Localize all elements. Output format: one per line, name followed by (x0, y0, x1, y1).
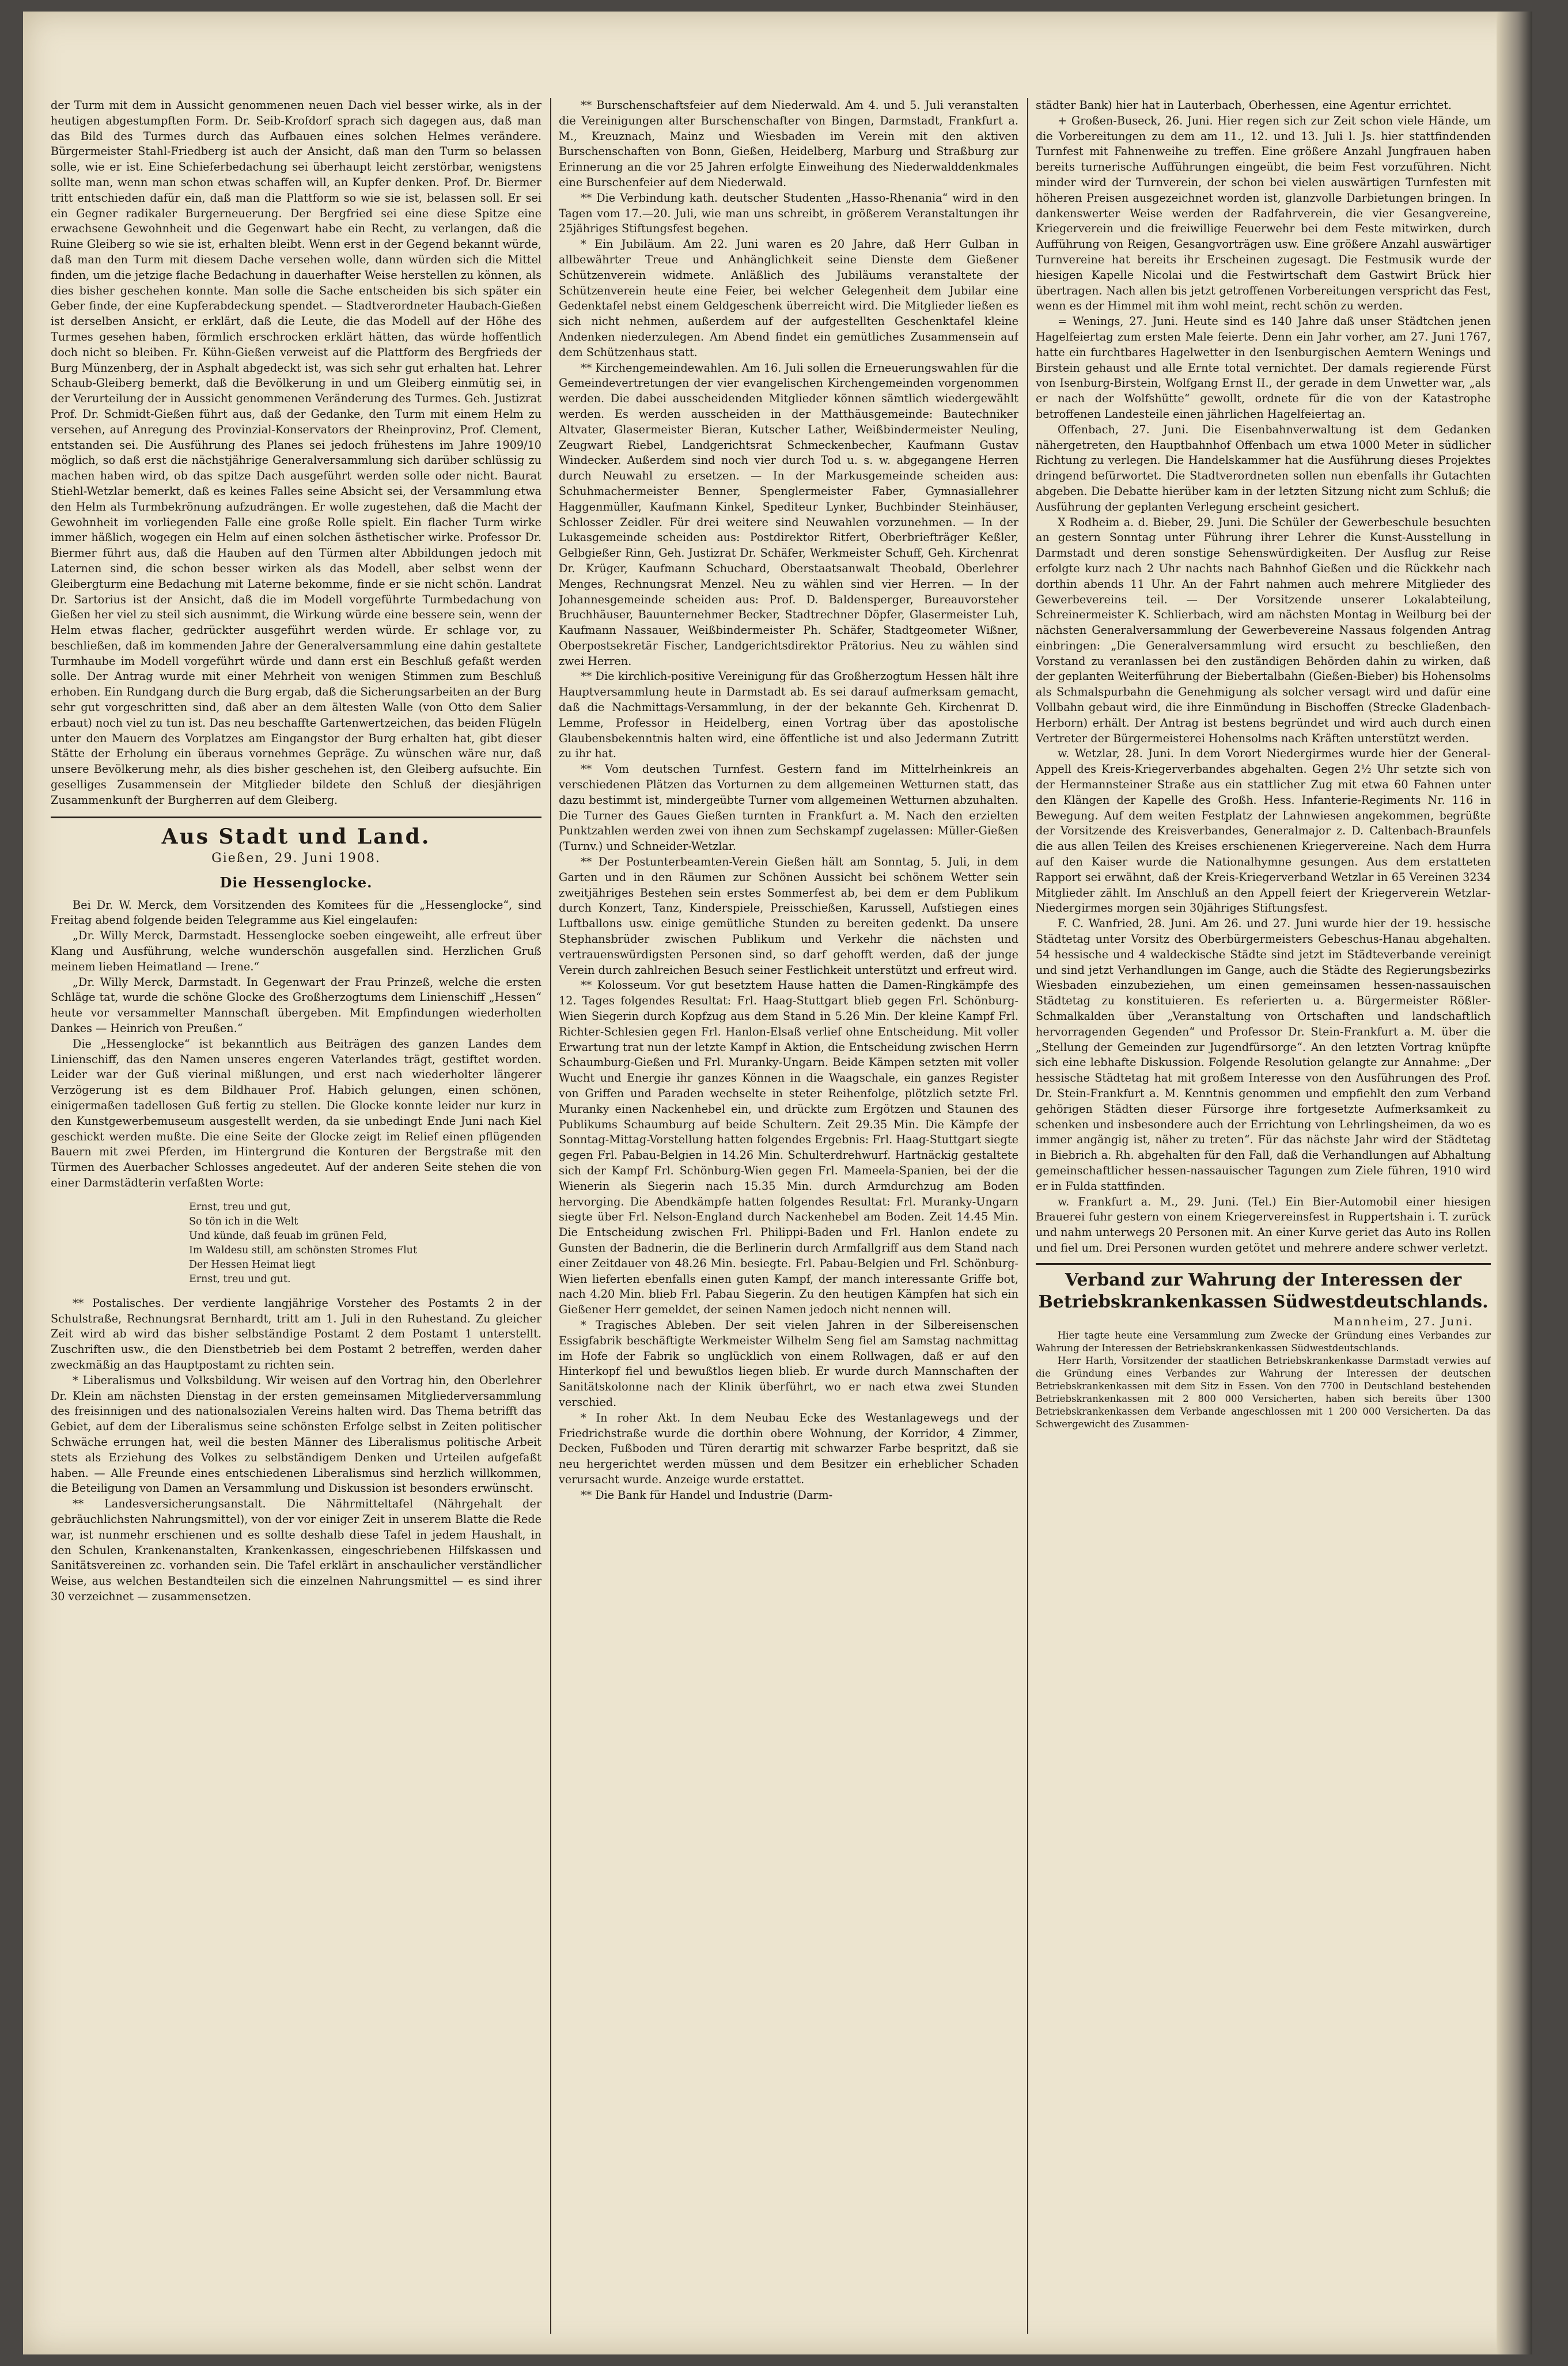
telegram: „Dr. Willy Merck, Darmstadt. Hessenglocke soeben eingeweiht, alle erfreut über Klang und Ausführung, welche wunderschön ausgefallen sind. Herzlichen Gruß meinem lieben Heimatland — Irene.“ (51, 929, 541, 973)
paragraph: ** Die kirchlich-positive Vereinigung für das Großherzogtum Hessen hält ihre Hauptversammlung heute in Darmstadt ab. Es sei darauf aufmerksam gemacht, daß die Nachmittags-Versammlung, in der der bekannte Geh. Kirchenrat D. Lemme, Professor in Heidelberg, einen Vortrag über das apostolische Glaubensbekenntnis halten wird, eine öffentliche ist und also Jedermann Zutritt zu ihr hat. (559, 670, 1018, 761)
section-title: Verband zur Wahrung der Interessen der Betriebskrankenkassen Südwestdeutschlands. (1036, 1263, 1491, 1313)
paragraph: X Rodheim a. d. Bieber, 29. Juni. Die Schüler der Gewerbeschule besuchten an gestern Sonntag unter Führung ihrer Lehrer die Kunst-Ausstellung in Darmstadt und deren sonstige Sehenswürdigkeiten. Der Ausflug zur Reise erfolgte kurz nach 2 Uhr nachts nach Bahnhof Gießen und die Rückkehr nach dorthin abends 11 Uhr. An der Fahrt nahmen auch mehrere Mitglieder des Gewerbevereins teil. — Der Vorsitzende unserer Lokalabteilung, Schreinermeister K. Schlierbach, wird am nächsten Montag in Weilburg bei der nächsten Generalversammlung der Gewerbevereine Nassaus folgenden Antrag einbringen: „Die Generalversammlung wird ersucht zu beschließen, den Vorstand zu veranlassen bei den zuständigen Behörden dahin zu wirken, daß der geplanten Weiterführung der Biebertalbahn (Gießen-Bieber) bis Hohensolms als Schmalspurbahn die Genehmigung als solcher versagt wird und dafür eine Vollbahn gebaut wird, die ihre Einmündung in Bischoffen (Strecke Gladenbach-Herborn) erhält. Der Antrag ist bestens begründet und wird auch durch einen Vertreter der Bürgermeisterei Hohensolms nach Kräften unterstützt werden. (1036, 515, 1491, 745)
poem-line: So tön ich in die Welt (189, 1215, 298, 1227)
paragraph: Bei Dr. W. Merck, dem Vorsitzenden des Komitees für die „Hessenglocke“, sind Freitag abend folgende beiden Telegramme aus Kiel eingelaufen: (51, 898, 541, 927)
paragraph: ** Kolosseum. Vor gut besetztem Hause hatten die Damen-Ringkämpfe des 12. Tages folgendes Resultat: Frl. Haag-Stuttgart blieb gegen Frl. Schönburg-Wien Siegerin durch Kopfzug aus dem Stand in 5.26 Min. Der kleine Kampf Frl. Richter-Schlesien gegen Frl. Hanlon-Elsaß verlief ohne Entscheidung. Mit voller Erwartung trat nun der letzte Kampf in Aktion, die Entscheidung zwischen Herrn Schaumburg-Gießen und Frl. Muranky-Ungarn. Beide Kämpen setzten mit voller Wucht und Energie ihr ganzes Können in die Waagschale, ein ganzes Register von Griffen und Paraden wechselte in steter Reihenfolge, plötzlich setzte Frl. Muranky einen Nackenhebel ein, und drückte zum Ergötzen und Staunen des Publikums Schaumburg auf beide Schultern. Zeit 29.35 Min. Die Kämpfe der Sonntag-Mittag-Vorstellung hatten folgendes Ergebnis: Frl. Haag-Stuttgart siegte gegen Frl. Pabau-Belgien in 14.26 Min. Schulterdrehwurf. Hartnäckig gestaltete sich der Kampf Frl. Schönburg-Wien gegen Frl. Mameela-Spanien, bei der die Wienerin als Siegerin nach 15.35 Min. durch Armdurchzug am Boden hervorging. Die Abendkämpfe hatten folgendes Resultat: Frl. Muranky-Ungarn siegte über Frl. Nelson-England durch Nackenhebel am Boden. Zeit 14.45 Min. Die Entscheidung zwischen Frl. Philippi-Baden und Frl. Hanlon endete zu Gunsten der Badnerin, die die Berlinerin durch Armfallgriff aus dem Stand nach einer Zeitdauer von 48.26 Min. besiegte. Frl. Pabau-Belgien und Frl. Schönburg-Wien lieferten ebenfalls einen guten Kampf, der manch interessante Griffe bot, nach 4.20 Min. blieb Frl. Pabau Siegerin. Zu den heutigen Kämpfen hat sich ein Gießener Herr gemeldet, der seinen Namen jedoch nicht nennen will. (559, 978, 1018, 1317)
news-items (1036, 98, 1491, 1256)
paragraph: * Ein Jubiläum. Am 22. Juni waren es 20 Jahre, daß Herr Gulban in allbewährter Treue und Anhänglichkeit seine Dienste dem Gießener Schützenverein widmete. Anläßlich des Jubiläums veranstaltete der Schützenverein heute eine Feier, bei welcher Gelegenheit dem Jubilar eine Gedenktafel nebst einem Geldgeschenk überreicht wird. Die Mitglieder ließen es sich nicht nehmen, außerdem auf der aufgestellten Geschenktafel kleine Andenken niederzulegen. Am Abend findet ein gemütliches Zusammensein auf dem Schützenhaus statt. (559, 237, 1018, 359)
paragraph: Die „Hessenglocke“ ist bekanntlich aus Beiträgen des ganzen Landes dem Linienschiff, das den Namen unseres engeren Vaterlandes trägt, gestiftet worden. Leider war der Guß vierinal mißlungen, und erst nach wiederholter längerer Verzögerung ist es dem Bildhauer Prof. Habich gelungen, einen schönen, einigermaßen tadellosen Guß fertig zu stellen. Die Glocke konnte leider nur kurz in den Kunstgewerbemuseum ausgestellt werden, da sie unbedingt Ende Juni nach Kiel geschickt werden mußte. Die eine Seite der Glocke zeigt im Relief einen pflügenden Bauern mit zwei Pferden, im Hintergrund die Konturen der Bergstraße mit den Türmen des Auerbacher Schlosses angedeutet. Auf der anderen Seite stehen die von einer Darmstädterin verfaßten Worte: (51, 1037, 541, 1189)
paragraph: = Wenings, 27. Juni. Heute sind es 140 Jahre daß unser Städtchen jenen Hagelfeiertag zum ersten Male feierte. Denn ein Jahr vorher, am 27. Juni 1767, hatte ein furchtbares Hagelwetter in den Isenburgischen Aemtern Wenings und Birstein gehaust und alle Ernte total vernichtet. Der damals regierende Fürst von Isenburg-Birstein, Wolfgang Ernst II., der gerade in dem Unwetter war, „als er nach der Wolfshütte“ gewollt, ordnete für die von der Katastrophe betroffenen Landesteile einen jährlichen Hagelfeiertag an. (1036, 315, 1491, 421)
paragraph: Offenbach, 27. Juni. Die Eisenbahnverwaltung ist dem Gedanken nähergetreten, den Hauptbahnhof Offenbach um etwa 1000 Meter in südlicher Richtung zu verlegen. Die Handelskammer hat die Ausführung dieses Projektes dringend befürwortet. Die Stadtverordneten sollen nun ebenfalls ihr Gutachten abgeben. Die Debatte hierüber kam in der letzten Sitzung nicht zum Schluß; die Ausführung der geplanten Verlegung erscheint gesichert. (1036, 422, 1491, 513)
poem-line: Und künde, daß feuab im grünen Feld, (189, 1230, 387, 1242)
poem-line: Im Waldesu still, am schönsten Stromes Flut (189, 1244, 417, 1256)
paragraph: ** Die Verbindung kath. deutscher Studenten „Hasso-Rhenania“ wird in den Tagen vom 17.—20. Juli, wie man uns schreibt, in größerem Veranstaltungen ihr 25jähriges Stiftungsfest begehen. (559, 191, 1018, 236)
poem-line: Der Hessen Heimat liegt (189, 1258, 316, 1271)
paragraph: * Liberalismus und Volksbildung. Wir weisen auf den Vortrag hin, den Oberlehrer Dr. Klein am nächsten Dienstag in der ersten gemeinsamen Mitgliederversammlung des freisinnigen und des nationalsozialen Vereins halten wird. Das Thema betrifft das Gebiet, auf dem der Liberalismus seine schönsten Erfolge selbst in Zeiten politischer Schwäche errungen hat, weil die besten Männer des Liberalismus politische Arbeit stets als Erziehung des Volkes zu selbständigem Denken und Urteilen aufgefaßt haben. — Alle Freunde eines entschiedenen Liberalismus sind herzlich willkommen, die Beteiligung von Damen an Versammlung und Diskussion ist besonders erwünscht. (51, 1373, 541, 1495)
paragraph: Herr Harth, Vorsitzender der staatlichen Betriebskrankenkasse Darmstadt verwies auf die Gründung eines Verbandes zur Wahrung der Interessen der deutschen Betriebskrankenkassen mit dem Sitz in Essen. Von den 7700 in Deutschland bestehenden Betriebskrankenkassen mit 2 800 000 Versicherten, haben sich bereits über 1300 Betriebskrankenkassen dem Verbande angeschlossen mit 1 200 000 Versicherten. Da das Schwergewicht des Zusammen- (1036, 1355, 1491, 1430)
paragraph: ** Der Postunterbeamten-Verein Gießen hält am Sonntag, 5. Juli, in dem Garten und in den Räumen zur Schönen Aussicht bei schönem Wetter sein zweitjähriges Bestehen sein erstes Sommerfest ab, bei dem er dem Publikum durch Konzert, Tanz, Kinderspiele, Preisschießen, Karussell, Aufstiegen eines Luftballons usw. einige gemütliche Stunden zu bereiten gedenkt. Da unsere Stephansbrüder zwischen Publikum und Verkehr die nächsten und vertrauenswürdigsten Personen sind, so darf gehofft werden, daß der junge Verein durch zahlreichen Besuch seiner Festlichkeit unterstützt und erfreut wird. (559, 855, 1018, 977)
paragraph: ** Landesversicherungsanstalt. Die Nährmitteltafel (Nährgehalt der gebräuchlichsten Nahrungsmittel), von der vor einiger Zeit in unserem Blatte die Rede war, ist nunmehr erschienen und es sollte deshalb diese Tafel in jedem Haushalt, in den Schulen, Krankenanstalten, Krankenkassen, eingeschriebenen Hilfskassen und Sanitätsvereinen zc. vorhanden sein. Die Tafel erklärt in anschaulicher verständlicher Weise, aus welchen Bestandteilen sich die einzelnen Nahrungsmittel — es sind ihrer 30 verzeichnet — zusammensetzen. (51, 1497, 541, 1603)
dateline: Mannheim, 27. Juni. (1333, 1314, 1474, 1328)
paragraph: ** Vom deutschen Turnfest. Gestern fand im Mittelrheinkreis an verschiedenen Plätzen das Vorturnen zu dem allgemeinen Wetturnen statt, das dazu bestimmt ist, mindergeübte Turner vom allgemeinen Wetturnen abzuhalten. Die Turner des Gaues Gießen turnten in Frankfurt a. M. Nach den erzielten Punktzahlen werden zwei von ihnen zum Sechskampf zugelassen: Müller-Gießen (Turnv.) und Schneider-Wetzlar. (559, 762, 1018, 853)
column-1 (51, 98, 541, 2334)
bell-inscription-poem (189, 1200, 541, 1287)
paragraph: ** Kirchengemeindewahlen. Am 16. Juli sollen die Erneuerungswahlen für die Gemeindevertretungen der vier evangelischen Kirchengemeinden vorgenommen werden. Die dabei ausscheidenden Mitglieder können sämtlich wiedergewählt werden. Es werden ausscheiden in der Matthäusgemeinde: Bautechniker Altvater, Glasermeister Bieran, Kutscher Lather, Weißbindermeister Neuling, Zeugwart Riebel, Landgerichtsrat Schmeckenbecher, Kaufmann Gustav Windecker. Außerdem sind noch vier durch Tod u. s. w. abgegangene Herren durch Neuwahl zu ersetzen. — In der Markusgemeinde scheiden aus: Schuhmachermeister Benner, Spenglermeister Faber, Gymnasiallehrer Haggenmüller, Kaufmann Kinkel, Spediteur Lynker, Buchbinder Steinhäuser, Schlosser Zeidler. Für drei weitere sind Neuwahlen vorzunehmen. — In der Lukasgemeinde scheiden aus: Postdirektor Ritfert, Oberbriefträger Keßler, Gelbgießer Rinn, Geh. Justizrat Dr. Schäfer, Werkmeister Schuff, Geh. Kirchenrat Dr. Krüger, Kaufmann Schuchard, Oberstaatsanwalt Theobald, Oberlehrer Menges, Rechnungsrat Menzel. Neu zu wählen sind vier Herren. — In der Johannesgemeinde scheiden aus: Prof. D. Baldensperger, Bureauvorsteher Bruchhäuser, Bauunternehmer Becker, Stadtrechner Döpfer, Glasermeister Luh, Kaufmann Nassauer, Weißbindermeister Ph. Schäfer, Stadtgeometer Wißner, Oberpostsekretär Fischer, Landgerichtsdirektor Prätorius. Neu zu wählen sind zwei Herren. (559, 361, 1018, 668)
paragraph: w. Frankfurt a. M., 29. Juni. (Tel.) Ein Bier-Automobil einer hiesigen Brauerei fuhr gestern von einem Kriegervereinsfest in Ruppertshain i. T. zurück und nahm unterwegs 20 Personen mit. An einer Kurve geriet das Auto ins Rollen und fiel um. Drei Personen wurden getötet und mehrere andere schwer verletzt. (1036, 1195, 1491, 1254)
news-items (51, 1296, 541, 1605)
article-hessenglocke (51, 898, 541, 1191)
news-items (559, 98, 1018, 1503)
column-rule (1027, 98, 1028, 2334)
telegram: „Dr. Willy Merck, Darmstadt. In Gegenwart der Frau Prinzeß, welche die ersten Schläge tat, wurde die schöne Glocke des Großherzogtums dem Linienschiff „Hessen“ heute vor versammelter Mannschaft übergeben. Mit Empfindungen wiederholten Dankes — Heinrich von Preußen.“ (51, 975, 541, 1035)
article-title: Die Hessenglocke. (219, 874, 373, 891)
paragraph: * In roher Akt. In dem Neubau Ecke des Westanlagewegs und der Friedrichstraße wurde die dorthin obere Wohnung, der Korridor, 4 Zimmer, Decken, Fußboden und Türen derartig mit schwarzer Farbe bespritzt, daß sie neu hergerichtet werden müssen und dem Besitzer ein erheblicher Schaden verursacht wurde. Anzeige wurde erstattet. (559, 1411, 1018, 1486)
section-divider (51, 817, 541, 818)
column-2 (559, 98, 1018, 2334)
paragraph: * Tragisches Ableben. Der seit vielen Jahren in der Silbereisenschen Essigfabrik beschäftigte Werkmeister Wilhelm Seng fiel am Samstag nachmittag im Hofe der Fabrik so unglücklich von einem Rollwagen, daß er auf den Hinterkopf fiel und bewußtlos liegen blieb. Er wurde durch Mannschaften der Sanitätskolonne nach der Klinik überführt, wo er nach etwa zwei Stunden verschied. (559, 1318, 1018, 1409)
poem-line: Ernst, treu und gut. (189, 1273, 291, 1285)
newspaper-page (23, 12, 1532, 2354)
paragraph: F. C. Wanfried, 28. Juni. Am 26. und 27. Juni wurde hier der 19. hessische Städtetag unter Vorsitz des Oberbürgermeisters Gebeschus-Hanau abgehalten. 54 hessische und 4 waldeckische Städte sind jetzt im Städteverbande vereinigt und sind jetzt Verhandlungen im Gange, auch die Städte des Regierungsbezirks Wiesbaden einzubeziehen, um einen gemeinsamen hessen-nassauischen Städtetag zu konstituieren. Es referierten u. a. Bürgermeister Rößler-Schmalkalden über „Veranstaltung von Ortschaften und landschaftlich hervorragenden Gegenden“ und Professor Dr. Stein-Frankfurt a. M. über die „Stellung der Gemeinden zur Jugendfürsorge“. An den letzten Vortrag knüpfte sich eine lebhafte Diskussion. Folgende Resolution gelangte zur Annahme: „Der hessische Städtetag hat mit großem Interesse von den Ausführungen des Prof. Dr. Stein-Frankfurt a. M. Kenntnis genommen und empfiehlt den zum Verband gehörigen Städten dieser Fürsorge ihre fortgesetzte Aufmerksamkeit zu schenken und insbesondere auch der Errichtung von Lehrlingsheimen, da wo es immer angängig ist, näher zu treten“. Für das nächste Jahr wird der Städtetag in Biebrich a. Rh. abgehalten für den Fall, daß die Verhandlungen auf Abhaltung gemeinschaftlicher hessen-nassauischer Tagungen zum Ziele führen, 1910 wird er in Fulda stattfinden. (1036, 917, 1491, 1193)
paragraph: Hier tagte heute eine Versammlung zum Zwecke der Gründung eines Verbandes zur Wahrung der Interessen der Betriebskrankenkassen Südwestdeutschlands. (1036, 1329, 1491, 1354)
article-verband (1036, 1329, 1491, 1431)
column-rule (550, 98, 551, 2334)
paragraph: w. Wetzlar, 28. Juni. In dem Vorort Niedergirmes wurde hier der General-Appell des Kreis-Kriegerverbandes abgehalten. Gegen 2½ Uhr setzte sich von der Hermannsteiner Straße aus ein stattlicher Zug mit etwa 60 Fahnen unter den Klängen der Kapelle des Großh. Hess. Infanterie-Regiments Nr. 116 in Bewegung. Auf dem weiten Festplatz der Lahnwiesen angekommen, begrüßte der Vorsitzende des Kreisverbandes, Generalmajor z. D. Caltenbach-Braunfels die aus allen Teilen des Kreises erschienenen Kriegervereine. Nach dem Hurra auf den Kaiser wurde die Nationalhymne gesungen. Aus dem erstatteten Rapport sei erwähnt, daß der Kreis-Kriegerverband Wetzlar in 65 Vereinen 3234 Mitglieder zählt. Im Anschluß an den Appell feiert der Kriegerverein Wetzlar-Niedergirmes morgen sein 30jähriges Stiftungsfest. (1036, 747, 1491, 915)
column-3 (1036, 98, 1491, 2334)
paragraph: ** Die Bank für Handel und Industrie (Darm- (581, 1488, 833, 1502)
paragraph: ** Postalisches. Der verdiente langjährige Vorsteher des Postamts 2 in der Schulstraße, Rechnungsrat Bernhardt, tritt am 1. Juli in den Ruhestand. Zu gleicher Zeit wird ab wird das bisher selbständige Postamt 2 dem Postamt 1 unterstellt. Zuschriften usw., die den Dienstbetrieb bei dem Postamt 2 betreffen, werden daher zweckmäßig an das Hauptpostamt zu richten sein. (51, 1296, 541, 1371)
paragraph: der Turm mit dem in Aussicht genommenen neuen Dach viel besser wirke, als in der heutigen abgestumpften Form. Dr. Seib-Krofdorf sprach sich dagegen aus, daß man das Bild des Turmes durch das Aufbauen eines solchen Helmes verändere. Bürgermeister Stahl-Friedberg ist auch der Ansicht, daß man den Turm so belassen solle, wie er ist. Eine Schieferbedachung sei überhaupt leicht zerstörbar, wenigstens sollte man, wenn man schon etwas schaffen will, an Kupfer denken. Prof. Dr. Biermer tritt entschieden dafür ein, daß man die Plattform so wie sie ist, belassen soll. Er sei ein Gegner radikaler Burgerneuerung. Der Bergfried sei eine diese Spitze eine erwachsene Gewohnheit und die Gegenwart habe ein Recht, zu verlangen, daß die Ruine Gleiberg so wie sie ist, erhalten bleibt. Wenn erst in der Gegend bekannt würde, daß man den Turm mit diesem Dache versehen wolle, dann würden sich die Mittel finden, um die jetzige flache Bedachung in dauerhafter Weise herstellen zu können, als dies bisher geschehen konnte. Man solle die Sache entscheiden bis sich später ein Geber finde, der eine Kupferabdeckung spendet. — Stadtverordneter Haubach-Gießen ist derselben Ansicht, er erklärt, daß die Leute, die das Modell auf der Höhe des Turmes gesehen haben, förmlich erschrocken erklärt hätten, das würde hoffentlich doch nicht so bleiben. Fr. Kühn-Gießen verweist auf die Plattform des Bergfrieds der Burg Münzenberg, der in Asphalt abgedeckt ist, was sich sehr gut erhalten hat. Lehrer Schaub-Gleiberg bemerkt, daß die Bevölkerung in und um Gleiberg einmütig sei, in der Verurteilung der in Aussicht genommenen Veränderung des Turmes. Geh. Justizrat Prof. Dr. Schmidt-Gießen führt aus, daß der Gedanke, den Turm mit einem Helm zu versehen, auf Anregung des Provinzial-Konservators der Rheinprovinz, Prof. Clement, entstanden sei. Die Ausführung des Planes sei jedoch frühestens im Jahre 1909/10 möglich, so daß erst die nächstjährige Generalversammlung sich darüber schlüssig zu machen haben wird, ob das spitze Dach ausgeführt werden solle oder nicht. Baurat Stiehl-Wetzlar bemerkt, daß es keines Falles seine Absicht sei, der Versammlung etwa den Helm als Turmbekrönung aufzudrängen. Er wolle zugestehen, daß die Macht der Gewohnheit im vorliegenden Falle eine große Rolle spielt. Ein flacher Turm wirke immer häßlich, wogegen ein Helm auf einen solchen ästhetischer wirke. Professor Dr. Biermer führt aus, daß die Hauben auf den Türmen alter Abbildungen jedoch mit Laternen sind, die schon besser wirken als das Modell, aber selbst wenn der Gleibergturm eine Bedachung mit Laterne bekomme, finde er sie nicht schön. Landrat Dr. Sartorius ist der Ansicht, daß die im Modell vorgeführte Turmbedachung von Gießen her viel zu steil sich ausnimmt, die Wirkung würde eine bessere sein, wenn der Helm etwas flacher, gedrückter ausgeführt werden würde. Er schlage vor, zu beschließen, daß im kommenden Jahre der Generalversammlung eine dahin gestaltete Turmhaube im Modell vorgeführt würde und dann erst ein Beschluß gefaßt werden solle. Der Antrag wurde mit einer Mehrheit von wenigen Stimmen zum Beschluß erhoben. Ein Rundgang durch die Burg ergab, daß die Sicherungsarbeiten an der Burg sehr gut vorgeschritten sind, daß aber an dem ältesten Walle (von Otto dem Salier erbaut) noch viel zu tun ist. Das neu beschaffte Gartenwertzeichen, das beiden Flügeln unter den Mauern des Vorplatzes am Eingangstor der Burg erhalten hat, gibt dieser Stätte der Erholung ein überaus vornehmes Gepräge. Zu wünschen wäre nur, daß unsere Bevölkerung mehr, als dies bisher geschehen ist, den Gleiberg aufsuchte. Ein geselliges Zusammensein der Mitglieder bildete den Schluß der diesjährigen Zusammenkunft der Burgherren auf dem Gleiberg. (51, 99, 541, 807)
paragraph: + Großen-Buseck, 26. Juni. Hier regen sich zur Zeit schon viele Hände, um die Vorbereitungen zu dem am 11., 12. und 13. Juli l. Js. hier stattfindenden Turnfest mit Fahnenweihe zu treffen. Eine größere Anzahl Jungfrauen haben bereits turnerische Aufführungen eingeübt, die beim Fest vorzuführen. Nicht minder wird der Turnverein, der schon bei vielen auswärtigen Turnfesten mit höheren Preisen ausgezeichnet worden ist, glanzvolle Darbietungen bringen. In dankenswerter Weise werden der Radfahrverein, die vier Gesangvereine, Kriegerverein und die freiwillige Feuerwehr bei dem Feste mitwirken, durch Aufführung von Reigen, Gesangvorträgen usw. Eine größere Anzahl auswärtiger Turnvereine hat bereits ihr Erscheinen zugesagt. Die Festmusik wurde der hiesigen Kapelle Nicolai und die Festwirtschaft dem Gastwirt Brück hier übertragen. Nach allen bis jetzt getroffenen Vorbereitungen verspricht das Fest, wenn es der Himmel mit ihm wohl meint, recht schön zu werden. (1036, 114, 1491, 313)
dateline: Gießen, 29. Juni 1908. (211, 851, 381, 865)
article-gleiberg-continued (51, 98, 541, 808)
binding-spine (1497, 12, 1532, 2354)
section-title: Aus Stadt und Land. (161, 824, 431, 849)
paragraph: städter Bank) hier hat in Lauterbach, Oberhessen, eine Agentur errichtet. (1036, 99, 1452, 112)
paragraph: ** Burschenschaftsfeier auf dem Niederwald. Am 4. und 5. Juli veranstalten die Vereinigungen alter Burschenschafter von Bingen, Darmstadt, Frankfurt a. M., Kreuznach, Mainz und Wiesbaden im Verein mit den aktiven Burschenschaften von Bonn, Gießen, Heidelberg, Marburg und Straßburg zur Erinnerung an die vor 25 Jahren erfolgte Einweihung des Niederwalddenkmales eine Burschenfeier auf dem Niederwald. (559, 99, 1018, 189)
poem-line: Ernst, treu und gut, (189, 1201, 291, 1213)
